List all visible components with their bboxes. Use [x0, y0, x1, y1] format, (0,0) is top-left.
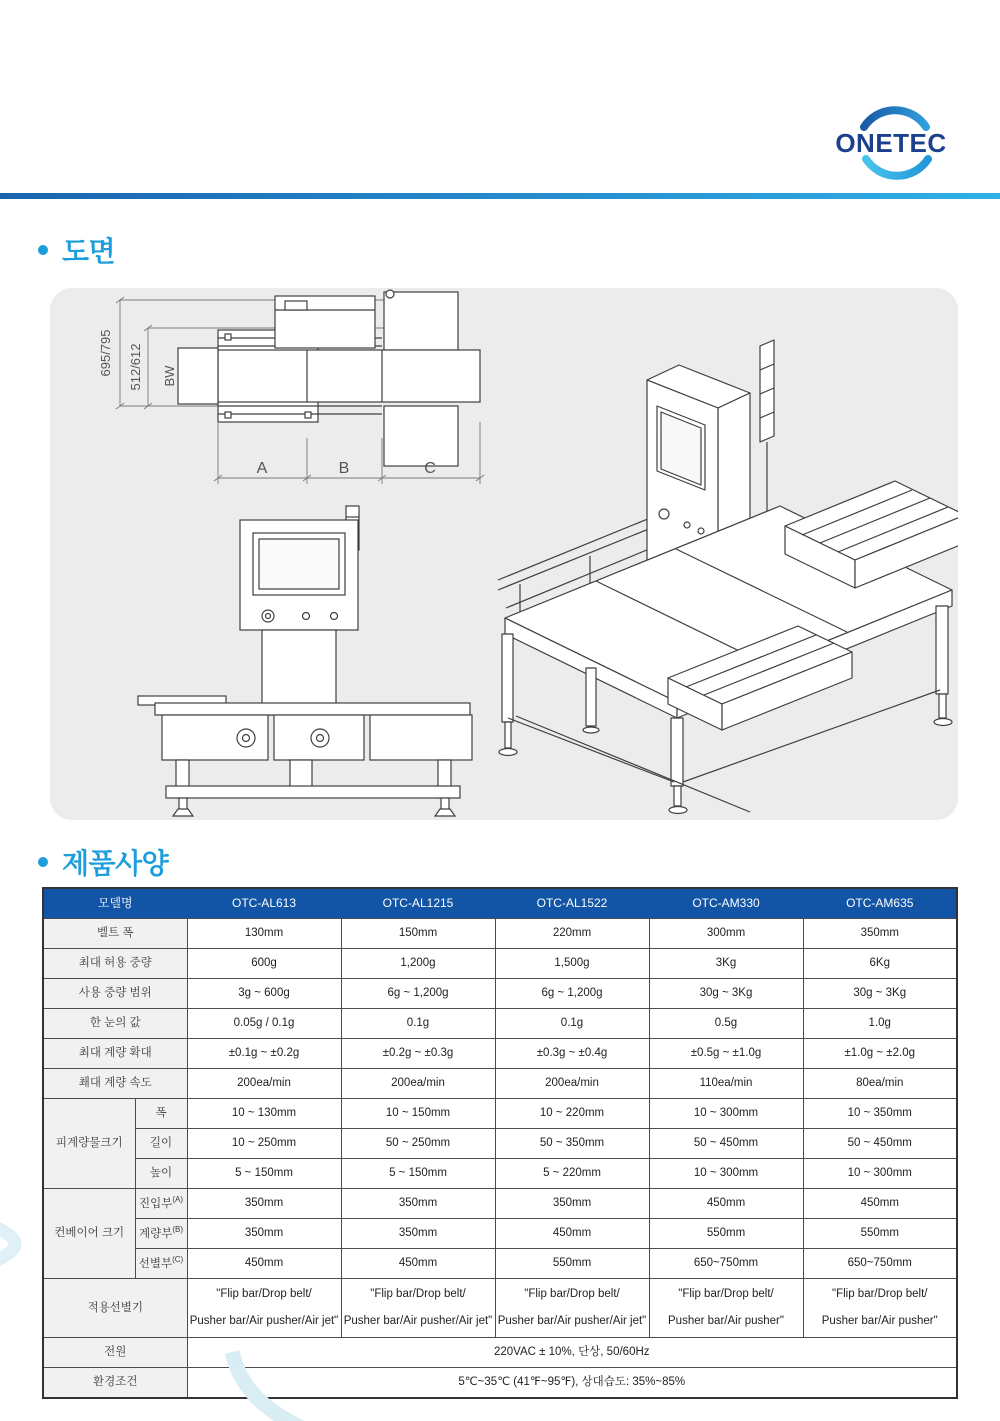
section-title-spec — [38, 842, 168, 882]
cell: 10 ~ 250mm — [187, 1129, 341, 1159]
cell: 350mm — [341, 1219, 495, 1249]
dim-beltwidth-label: BW — [162, 365, 177, 387]
cell: 550mm — [803, 1219, 957, 1249]
cell: 10 ~ 300mm — [649, 1159, 803, 1189]
deco-arc-small — [0, 1226, 15, 1262]
table-row — [43, 979, 957, 1009]
cell: 650~750mm — [649, 1249, 803, 1279]
cell: 50 ~ 450mm — [649, 1129, 803, 1159]
cell: 30g ~ 3Kg — [803, 979, 957, 1009]
sorter-line2: Pusher bar/Air pusher" — [668, 1315, 784, 1327]
row-label: 적용선별기 — [43, 1279, 187, 1338]
cell — [187, 1279, 341, 1338]
table-row — [43, 1129, 957, 1159]
bullet-icon — [38, 245, 48, 255]
dim-outer-label: 695/795 — [98, 329, 113, 377]
table-row — [43, 1099, 957, 1129]
spec-title-text: 제품사양 — [62, 848, 169, 879]
header-model-3: OTC-AL1522 — [495, 888, 649, 919]
cell: 1,500g — [495, 949, 649, 979]
cell: 550mm — [495, 1249, 649, 1279]
table-row-power — [43, 1338, 957, 1368]
cell — [341, 1279, 495, 1338]
cell — [803, 1279, 957, 1338]
cell: 350mm — [187, 1219, 341, 1249]
sub-label — [135, 1189, 187, 1219]
logo-arc-top-icon — [864, 110, 926, 127]
logo-arc-bottom-icon — [866, 159, 928, 176]
row-label: 최대 계량 확대 — [43, 1039, 187, 1069]
cell: 10 ~ 130mm — [187, 1099, 341, 1129]
cell: 0.05g / 0.1g — [187, 1009, 341, 1039]
cell: 3Kg — [649, 949, 803, 979]
table-row — [43, 1219, 957, 1249]
cell: 200ea/min — [341, 1069, 495, 1099]
header-row — [43, 888, 957, 919]
bullet-icon — [38, 857, 48, 867]
sub-label-sup: (C) — [172, 1255, 184, 1265]
cell-span: 5℃~35℃ (41℉~95℉), 상대습도: 35%~85% — [187, 1368, 957, 1399]
sub-label: 높이 — [135, 1159, 187, 1189]
table-row — [43, 1069, 957, 1099]
onetec-logo — [816, 106, 966, 182]
header-divider — [0, 193, 1000, 199]
header-model: 모델명 — [43, 888, 187, 919]
cell: 1,200g — [341, 949, 495, 979]
cell — [649, 1279, 803, 1338]
drawing-title-text: 도면 — [62, 236, 116, 267]
header-model-4: OTC-AM330 — [649, 888, 803, 919]
cell: 0.1g — [495, 1009, 649, 1039]
sorter-line2: Pusher bar/Air pusher" — [821, 1315, 938, 1327]
front-view-drawing — [138, 506, 472, 816]
zone-b-label: B — [338, 460, 350, 477]
cell: 110ea/min — [649, 1069, 803, 1099]
cell: 650~750mm — [803, 1249, 957, 1279]
cell: 3g ~ 600g — [187, 979, 341, 1009]
sorter-line1: "Flip bar/Drop belt/ — [370, 1288, 466, 1301]
table-row — [43, 1249, 957, 1279]
row-label: 최대 허용 중량 — [43, 949, 187, 979]
cell: 10 ~ 350mm — [803, 1099, 957, 1129]
row-label: 쵀대 계량 속도 — [43, 1069, 187, 1099]
sub-label — [135, 1249, 187, 1279]
group-label: 컨베이어 크기 — [43, 1189, 135, 1279]
zone-a-label: A — [256, 460, 268, 477]
isometric-drawing — [498, 340, 958, 814]
technical-drawings — [50, 288, 958, 820]
sub-label-text: 선별부 — [138, 1258, 173, 1271]
header-model-2: OTC-AL1215 — [341, 888, 495, 919]
sorter-line1: "Flip bar/Drop belt/ — [678, 1288, 774, 1301]
table-row — [43, 949, 957, 979]
cell: 450mm — [187, 1249, 341, 1279]
cell: 350mm — [803, 919, 957, 949]
cell: 0.1g — [341, 1009, 495, 1039]
cell: 450mm — [495, 1219, 649, 1249]
row-label: 전원 — [43, 1338, 187, 1368]
cell: 450mm — [341, 1249, 495, 1279]
sorter-line1: "Flip bar/Drop belt/ — [524, 1288, 620, 1301]
cell: 300mm — [649, 919, 803, 949]
section-title-drawing — [38, 230, 115, 270]
sub-label — [135, 1219, 187, 1249]
cell: 1.0g — [803, 1009, 957, 1039]
table-row-environment — [43, 1368, 957, 1399]
cell: 350mm — [495, 1189, 649, 1219]
cell-span: 220VAC ± 10%, 단상, 50/60Hz — [187, 1338, 957, 1368]
cell: ±0.5g ~ ±1.0g — [649, 1039, 803, 1069]
cell: 50 ~ 450mm — [803, 1129, 957, 1159]
cell: ±1.0g ~ ±2.0g — [803, 1039, 957, 1069]
cell: ±0.2g ~ ±0.3g — [341, 1039, 495, 1069]
cell: 550mm — [649, 1219, 803, 1249]
cell: ±0.1g ~ ±0.2g — [187, 1039, 341, 1069]
sub-label-sup: (A) — [172, 1195, 183, 1205]
header-model-1: OTC-AL613 — [187, 888, 341, 919]
cell: 10 ~ 150mm — [341, 1099, 495, 1129]
cell: 130mm — [187, 919, 341, 949]
zone-c-label: C — [424, 460, 436, 477]
cell: 200ea/min — [187, 1069, 341, 1099]
table-row — [43, 1189, 957, 1219]
cell — [495, 1279, 649, 1338]
cell: 600g — [187, 949, 341, 979]
header-model-5: OTC-AM635 — [803, 888, 957, 919]
row-label: 벨트 폭 — [43, 919, 187, 949]
cell: 10 ~ 300mm — [803, 1159, 957, 1189]
cell: 5 ~ 220mm — [495, 1159, 649, 1189]
cell: 350mm — [341, 1189, 495, 1219]
table-row — [43, 919, 957, 949]
cell: 30g ~ 3Kg — [649, 979, 803, 1009]
cell: 50 ~ 350mm — [495, 1129, 649, 1159]
top-view-drawing — [98, 290, 484, 484]
row-label: 사용 중량 범위 — [43, 979, 187, 1009]
spec-table-container — [42, 887, 958, 1399]
cell: 350mm — [187, 1189, 341, 1219]
cell: 450mm — [803, 1189, 957, 1219]
group-label: 피계량물크기 — [43, 1099, 135, 1189]
cell: 6g ~ 1,200g — [495, 979, 649, 1009]
table-row-sorter — [43, 1279, 957, 1338]
cell: ±0.3g ~ ±0.4g — [495, 1039, 649, 1069]
sorter-line2: Pusher bar/Air pusher/Air jet" — [343, 1315, 493, 1327]
sorter-line2: Pusher bar/Air pusher/Air jet" — [189, 1315, 339, 1327]
table-row — [43, 1039, 957, 1069]
cell: 0.5g — [649, 1009, 803, 1039]
cell: 450mm — [649, 1189, 803, 1219]
cell: 10 ~ 220mm — [495, 1099, 649, 1129]
sub-label: 길이 — [135, 1129, 187, 1159]
table-row — [43, 1009, 957, 1039]
sorter-line1: "Flip bar/Drop belt/ — [216, 1288, 312, 1301]
cell: 200ea/min — [495, 1069, 649, 1099]
sorter-line2: Pusher bar/Air pusher/Air jet" — [497, 1315, 647, 1327]
cell: 5 ~ 150mm — [187, 1159, 341, 1189]
row-label: 한 눈의 값 — [43, 1009, 187, 1039]
dim-inner-label: 512/612 — [128, 343, 143, 391]
cell: 6Kg — [803, 949, 957, 979]
sub-label-text: 진입부 — [139, 1198, 173, 1211]
sorter-line1: "Flip bar/Drop belt/ — [832, 1288, 928, 1301]
logo-text: ONETEC — [835, 128, 947, 158]
spec-table — [42, 887, 958, 1399]
sub-label-sup: (B) — [172, 1225, 183, 1235]
sub-label-text: 계량부 — [139, 1228, 173, 1241]
table-row — [43, 1159, 957, 1189]
cell: 5 ~ 150mm — [341, 1159, 495, 1189]
row-label: 환경조건 — [43, 1368, 187, 1399]
drawing-panel — [50, 288, 958, 820]
cell: 6g ~ 1,200g — [341, 979, 495, 1009]
cell: 150mm — [341, 919, 495, 949]
onetec-logo-graphic — [816, 106, 966, 182]
cell: 10 ~ 300mm — [649, 1099, 803, 1129]
cell: 220mm — [495, 919, 649, 949]
sub-label: 폭 — [135, 1099, 187, 1129]
cell: 50 ~ 250mm — [341, 1129, 495, 1159]
cell: 80ea/min — [803, 1069, 957, 1099]
